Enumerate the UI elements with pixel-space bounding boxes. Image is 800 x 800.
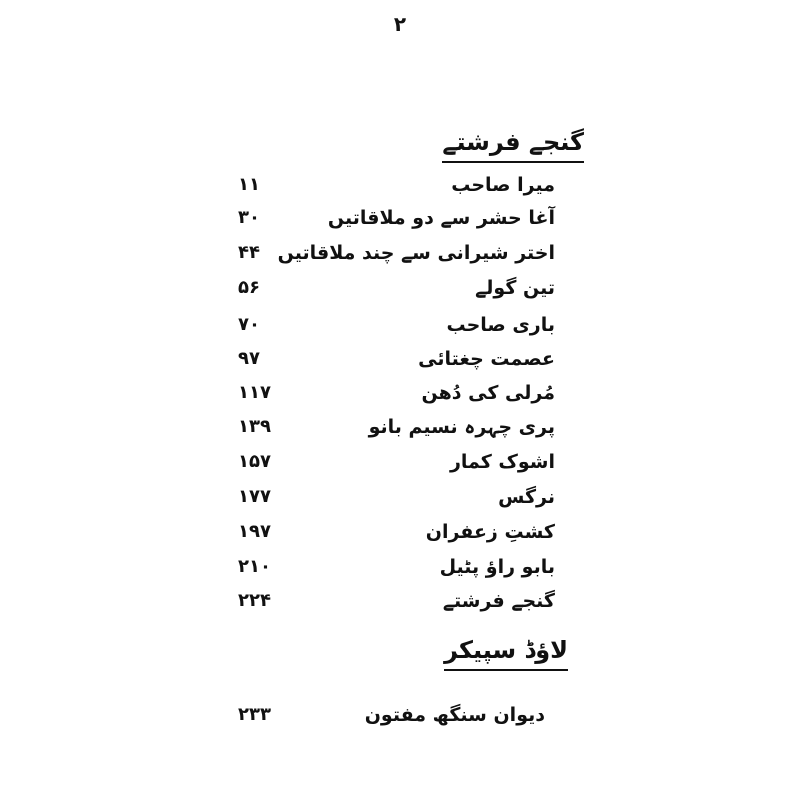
entry-page: ۲۳۳ — [238, 704, 271, 725]
toc-entry — [0, 447, 800, 477]
entry-page: ۱۵۷ — [238, 451, 271, 472]
entry-title: اختر شیرانی سے چند ملاقاتیں — [277, 242, 555, 264]
toc-entry — [0, 310, 800, 340]
entry-page: ۱۹۷ — [238, 521, 271, 542]
entry-title: گنجے فرشتے — [442, 590, 555, 612]
entry-title: نرگس — [498, 486, 555, 508]
section-heading-loudspeaker: لاؤڈ سپیکر — [444, 636, 568, 671]
entry-title: میرا صاحب — [451, 174, 555, 196]
toc-entry — [0, 482, 800, 512]
toc-entry — [0, 170, 800, 200]
entry-page: ۹۷ — [238, 348, 260, 369]
entry-title: تین گولے — [475, 277, 555, 299]
entry-title: اشوک کمار — [449, 451, 555, 473]
toc-entry — [0, 700, 800, 730]
entry-title: عصمت چغتائی — [418, 348, 555, 370]
entry-title: مُرلی کی دُھن — [421, 382, 555, 404]
toc-entry — [0, 552, 800, 582]
toc-entry — [0, 344, 800, 374]
entry-page: ۷۰ — [238, 314, 260, 335]
toc-entry — [0, 203, 800, 233]
entry-page: ۵۶ — [238, 277, 260, 298]
toc-entry — [0, 517, 800, 547]
entry-title: دیوان سنگھ مفتون — [364, 704, 545, 726]
entry-title: بابو راؤ پٹیل — [439, 556, 555, 578]
entry-page: ۲۲۴ — [238, 590, 271, 611]
entry-page: ۲۱۰ — [238, 556, 271, 577]
toc-entry — [0, 412, 800, 442]
entry-page: ۱۱۷ — [238, 382, 271, 403]
entry-page: ۱۳۹ — [238, 416, 271, 437]
entry-title: کشتِ زعفران — [425, 521, 555, 543]
toc-entry — [0, 586, 800, 616]
entry-page: ۴۴ — [238, 242, 260, 263]
entry-title: آغا حشر سے دو ملاقاتیں — [327, 207, 555, 229]
toc-entry — [0, 378, 800, 408]
entry-title: باری صاحب — [446, 314, 555, 336]
entry-page: ۱۱ — [238, 174, 260, 195]
page-number: ۲ — [393, 12, 407, 36]
section-heading-ganje-farishte: گنجے فرشتے — [442, 128, 584, 163]
toc-entry — [0, 273, 800, 303]
toc-entry — [0, 238, 800, 268]
entry-page: ۱۷۷ — [238, 486, 271, 507]
entry-title: پری چہرہ نسیم بانو — [368, 416, 555, 438]
entry-page: ۳۰ — [238, 207, 260, 228]
